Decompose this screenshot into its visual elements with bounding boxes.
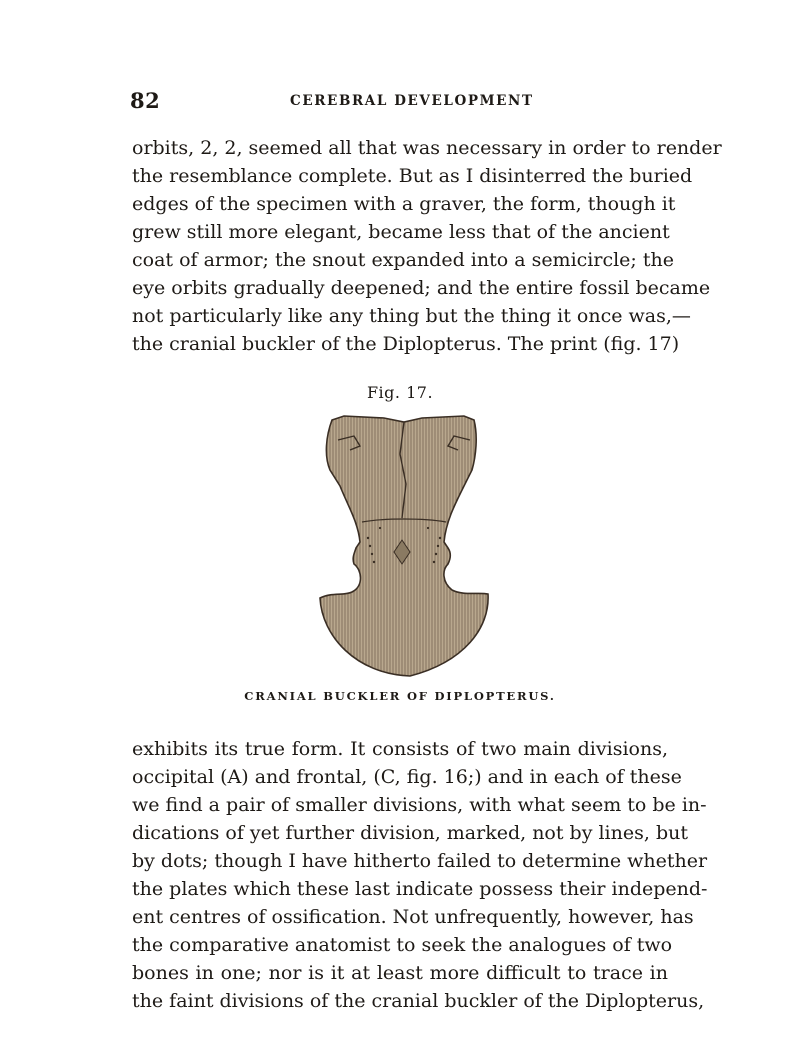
text-line: the comparative anatomist to seek the analogues of two [132,934,673,956]
figure-caption: CRANIAL BUCKLER OF DIPLOPTERUS. [244,689,556,703]
text-line: the resemblance complete. But as I disinterred the buried [132,165,693,187]
paragraph-bottom [132,735,708,1015]
text-line: grew still more elegant, became less that of the ancient [132,221,670,243]
text-line: the cranial buckler of the Diplopterus. The print (fig. 17) [132,333,680,355]
text-line: ent centres of ossification. Not unfrequently, however, has [132,906,694,928]
text-line: coat of armor; the snout expanded into a semicircle; the [132,249,674,271]
text-line: the plates which these last indicate possess their independ- [132,878,708,900]
text-line: not particularly like any thing but the thing it once was,— [132,305,691,327]
text-line: edges of the specimen with a graver, the form, though it [132,193,676,215]
page-number: 82 [130,88,161,113]
text-line: bones in one; nor is it at least more difficult to trace in [132,962,668,984]
text-line: by dots; though I have hitherto failed to determine whether [132,850,708,872]
text-line: we find a pair of smaller divisions, with what seem to be in- [132,794,707,816]
running-head: CEREBRAL DEVELOPMENT [290,93,534,109]
text-line: dications of yet further division, marked, not by lines, but [132,822,688,844]
text-line: orbits, 2, 2, seemed all that was necessary in order to render [132,137,722,159]
paragraph-top [132,134,722,358]
cranial-buckler-illustration [314,414,494,682]
text-line: eye orbits gradually deepened; and the entire fossil became [132,277,711,299]
text-line: exhibits its true form. It consists of two main divisions, [132,738,668,760]
figure-label: Fig. 17. [366,383,434,402]
text-line: occipital (A) and frontal, (C, fig. 16;) and in each of these [132,766,682,788]
text-line: the faint divisions of the cranial buckler of the Diplopterus, [132,990,705,1012]
